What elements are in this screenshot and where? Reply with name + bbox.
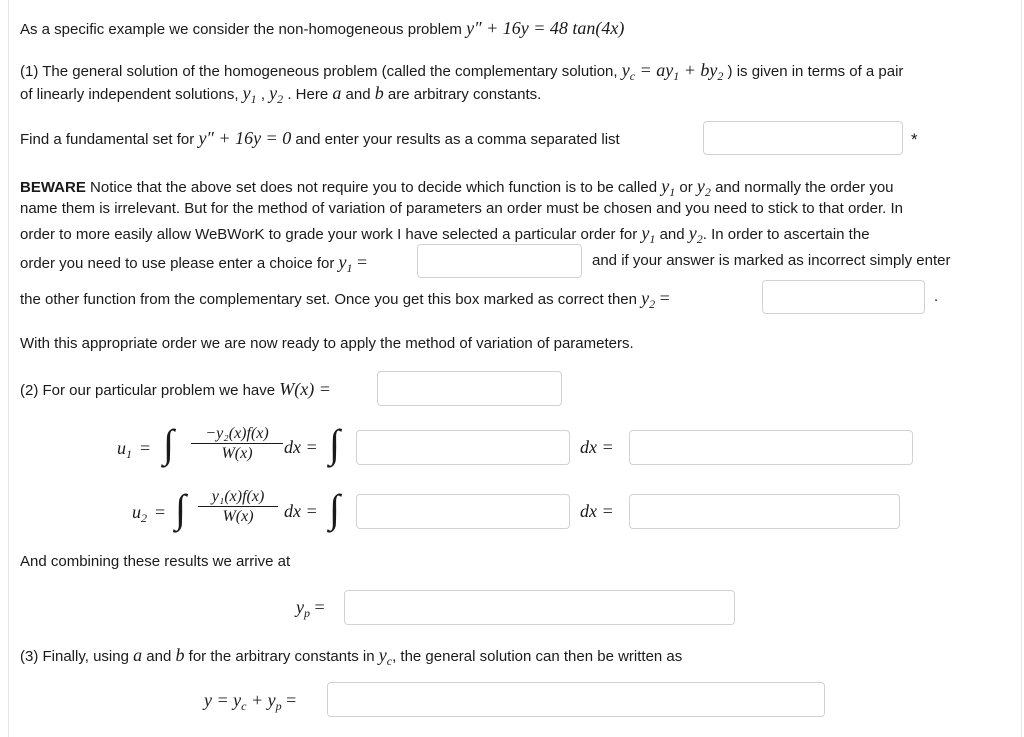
yc-symbol: $y_c = ay_1 + by_2$ [621, 60, 724, 83]
part1-line1 [20, 60, 903, 81]
beware-line5 [20, 288, 670, 309]
required-star: * [911, 130, 918, 149]
fundamental-set-input[interactable] [703, 121, 903, 155]
and-text: and [659, 226, 685, 243]
a-symbol: a [133, 645, 143, 665]
dx-equals: dx = [580, 437, 614, 457]
yp-input[interactable] [344, 590, 735, 625]
y2-symbol: $y_2$ [269, 83, 284, 106]
beware-l1-end: and normally the order you [715, 179, 894, 196]
dx-equals: dx = [284, 501, 318, 521]
u2-fraction [198, 488, 278, 526]
equals-sign: = [655, 288, 670, 308]
with-order-text: With this appropriate order we are now ready to apply the method of variation of parameters. [20, 335, 634, 352]
part1-line2-text: of linearly independent solutions, [20, 86, 239, 103]
u2-denominator: W(x) [222, 508, 254, 525]
a-symbol: a [332, 83, 342, 103]
and-text: and [345, 86, 371, 103]
find-text-b: and enter your results as a comma separated list [295, 131, 620, 148]
y1-symbol: $y_1$ [338, 252, 353, 275]
u1-integrand-input[interactable] [356, 430, 570, 465]
yc-symbol: $y_c$ [378, 645, 393, 668]
y2-symbol: $y_2$ [688, 223, 703, 246]
dx-equals: dx = [284, 437, 318, 457]
integral-sign: ∫ [329, 486, 340, 531]
part3-line [20, 645, 682, 666]
integral-sign: ∫ [329, 421, 340, 466]
y1-symbol: $y_1$ [641, 223, 656, 246]
u1-result-input[interactable] [629, 430, 913, 465]
u2-result-input[interactable] [629, 494, 900, 529]
part3-text: (3) Finally, using [20, 648, 129, 665]
y2-symbol: $y_2$ [696, 176, 711, 199]
y2-symbol: $y_2$ [641, 288, 656, 311]
u1-label: $u_1$ = [117, 438, 151, 461]
y1-choice-input[interactable] [417, 244, 582, 278]
wronskian-input[interactable] [377, 371, 562, 406]
u2-numerator: y₁(x)f(x) [198, 488, 278, 507]
beware-l3-end: . In order to ascertain the [702, 226, 870, 243]
u2-label: $u_2$ = [132, 502, 166, 525]
integral-sign: ∫ [175, 486, 186, 531]
or-text: or [679, 179, 693, 196]
b-symbol: b [175, 645, 185, 665]
b-symbol: b [374, 83, 384, 103]
part1-text: (1) The general solution of the homogeneous problem (called the complementary solution, [20, 63, 618, 80]
y1-symbol: $y_1$ [242, 83, 257, 106]
y1-symbol: $y_1$ [661, 176, 676, 199]
part1-text-b: ) is given in terms of a pair [727, 63, 904, 80]
u1-denominator: W(x) [221, 445, 253, 462]
part1-line2-end: are arbitrary constants. [387, 86, 542, 103]
period: . [934, 288, 939, 305]
and-text: and [146, 648, 172, 665]
beware-label: BEWARE [20, 179, 86, 196]
part1-here: . Here [287, 86, 329, 103]
beware-text: Notice that the above set does not require you to decide which function is to be called [90, 179, 658, 196]
intro-equation: y″ + 16y = 48 tan(4x) [466, 18, 625, 38]
u2-integrand-input[interactable] [356, 494, 570, 529]
dx-equals: dx = [580, 501, 614, 521]
beware-line2: name them is irrelevant. But for the method of variation of parameters an order must be chosen and you need to stick to that order. In [20, 200, 903, 217]
part2-line [20, 379, 331, 400]
part3-text-b: for the arbitrary constants in [188, 648, 375, 665]
find-text: Find a fundamental set for [20, 131, 195, 148]
beware-line1 [20, 176, 894, 197]
wronskian-label: W(x) = [279, 379, 331, 399]
u1-fraction [191, 425, 283, 463]
part1-line2: of linearly independent solutions, $y_1$ , $y_2$ . Here a and b are arbitrary constants. [20, 83, 542, 106]
intro-line [20, 18, 624, 39]
equals-sign: = [352, 252, 368, 272]
part2-text: (2) For our particular problem we have [20, 382, 276, 399]
beware-l4-text: order you need to use please enter a choice for [20, 255, 335, 272]
beware-line3 [20, 223, 870, 244]
find-line [20, 128, 620, 149]
part3-text-c: , the general solution can then be written as [392, 648, 683, 665]
general-solution-label: $y = y_c + y_p$ = [204, 690, 297, 713]
beware-l5-text: the other function from the complementary set. Once you get this box marked as correct then [20, 291, 637, 308]
find-equation: y″ + 16y = 0 [198, 128, 292, 148]
beware-line4 [20, 252, 367, 273]
intro-text: As a specific example we consider the non-homogeneous problem [20, 21, 462, 38]
general-solution-input[interactable] [327, 682, 825, 717]
problem-frame [8, 0, 1022, 737]
u1-numerator: −y₂(x)f(x) [191, 425, 283, 444]
beware-l3-text: order to more easily allow WeBWorK to grade your work I have selected a particular order for [20, 226, 638, 243]
combining-text: And combining these results we arrive at [20, 553, 291, 570]
integral-sign: ∫ [163, 421, 174, 466]
beware-l4-end: and if your answer is marked as incorrect simply enter [592, 252, 951, 269]
yp-label: $y_p$ = [296, 597, 325, 620]
y2-input[interactable] [762, 280, 925, 314]
